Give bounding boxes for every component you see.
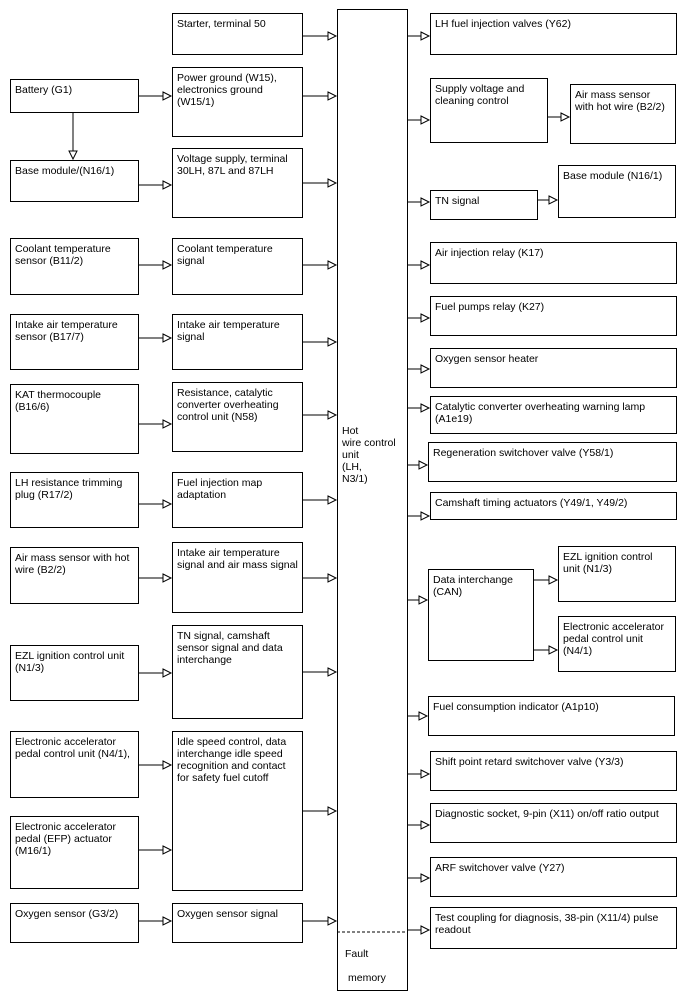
intake-signal-box [172, 314, 303, 370]
base-module-out-label: Base module (N16/1) [563, 170, 663, 182]
power-ground-label: Power ground (W15), electronics ground (W15/1) [177, 72, 277, 108]
ezl-input-box [10, 645, 139, 701]
test-coupling-box [430, 907, 677, 949]
tn-signal-label: TN signal, camshaft sensor signal and data interchange [177, 630, 283, 666]
idle-speed-label: Idle speed control, data interchange idle speed recognition and contact for safety fuel cutoff [177, 736, 287, 784]
power-ground-box [172, 67, 303, 137]
oxygen-signal-box [172, 903, 303, 943]
cat-lamp-label: Catalytic converter overheating warning lamp (A1e19) [435, 401, 646, 425]
cat-lamp-box [430, 396, 677, 434]
tn-out-box [430, 190, 538, 220]
battery-box [10, 79, 139, 113]
data-interchange-label: Data interchange (CAN) [433, 574, 513, 598]
eap-out-box [558, 616, 676, 672]
coolant-signal-box [172, 238, 303, 295]
oxygen-signal-label: Oxygen sensor signal [177, 908, 278, 920]
lh-plug-box [10, 472, 139, 528]
ezl-out-label: EZL ignition control unit (N1/3) [563, 551, 653, 575]
voltage-supply-label: Voltage supply, terminal 30LH, 87L and 87LH [177, 153, 288, 177]
voltage-supply-box [172, 148, 303, 218]
air-mass-sensor-box [10, 547, 139, 604]
eap-unit-box [10, 731, 139, 798]
diag-socket-label: Diagnostic socket, 9-pin (X11) on/off ratio output [435, 808, 659, 820]
coolant-signal-label: Coolant temperature signal [177, 243, 273, 267]
air-mass-sensor-label: Air mass sensor with hot wire (B2/2) [15, 552, 130, 576]
oxygen-sensor-box [10, 903, 139, 943]
coolant-sensor-label: Coolant temperature sensor (B11/2) [15, 243, 111, 267]
efp-actuator-box [10, 816, 139, 889]
eap-out-label: Electronic accelerator pedal control unit (N4/1) [563, 621, 664, 657]
intake-air-mass-box [172, 542, 303, 613]
arf-valve-label: ARF switchover valve (Y27) [435, 862, 565, 874]
lh-valves-label: LH fuel injection valves (Y62) [435, 18, 571, 30]
supply-cleaning-label: Supply voltage and cleaning control [435, 83, 525, 107]
coolant-sensor-box [10, 238, 139, 295]
fuel-pumps-label: Fuel pumps relay (K27) [435, 301, 545, 313]
arf-valve-box [430, 857, 677, 897]
ezl-out-box [558, 546, 676, 602]
camshaft-label: Camshaft timing actuators (Y49/1, Y49/2) [435, 497, 628, 509]
starter-label: Starter, terminal 50 [177, 18, 266, 30]
air-injection-box [430, 242, 677, 284]
fault-memory-label: Fault memory [345, 948, 386, 984]
lh-valves-box [430, 13, 677, 55]
oxygen-heater-label: Oxygen sensor heater [435, 353, 539, 365]
kat-thermocouple-label: KAT thermocouple (B16/6) [15, 389, 101, 413]
kat-thermocouple-box [10, 384, 139, 454]
intake-sensor-label: Intake air temperature sensor (B17/7) [15, 319, 118, 343]
supply-cleaning-box [430, 78, 548, 143]
fuel-consumption-label: Fuel consumption indicator (A1p10) [433, 701, 599, 713]
shift-point-box [430, 751, 677, 791]
resistance-box [172, 382, 303, 452]
intake-signal-label: Intake air temperature signal [177, 319, 280, 343]
tn-signal-box [172, 625, 303, 719]
lh-plug-label: LH resistance trimming plug (R17/2) [15, 477, 123, 501]
resistance-label: Resistance, catalytic converter overheating control unit (N58) [177, 387, 279, 423]
control-unit-box [337, 9, 408, 991]
regeneration-box [428, 442, 677, 482]
starter-box [172, 13, 303, 55]
idle-speed-box [172, 731, 303, 891]
intake-air-mass-label: Intake air temperature signal and air mass signal [177, 547, 298, 571]
test-coupling-label: Test coupling for diagnosis, 38-pin (X11/4) pulse readout [435, 912, 659, 936]
battery-label: Battery (G1) [15, 84, 73, 96]
data-interchange-box [428, 569, 534, 661]
ezl-input-label: EZL ignition control unit (N1/3) [15, 650, 125, 674]
eap-unit-label: Electronic accelerator pedal control unit (N4/1), [15, 736, 130, 760]
oxygen-sensor-label: Oxygen sensor (G3/2) [15, 908, 119, 920]
air-mass-hot-wire-label: Air mass sensor with hot wire (B2/2) [575, 89, 665, 113]
base-module-out-box [558, 165, 676, 218]
intake-sensor-box [10, 314, 139, 370]
base-module-input-label: Base module/(N16/1) [15, 165, 115, 177]
base-module-input-box [10, 160, 139, 202]
fuel-map-label: Fuel injection map adaptation [177, 477, 263, 501]
air-injection-label: Air injection relay (K17) [435, 247, 544, 259]
camshaft-box [430, 492, 677, 520]
regeneration-label: Regeneration switchover valve (Y58/1) [433, 447, 614, 459]
fuel-consumption-box [428, 696, 675, 736]
control-unit-label: Hot wire control unit (LH, N3/1) [342, 425, 396, 485]
air-mass-hot-wire-box [570, 84, 676, 144]
shift-point-label: Shift point retard switchover valve (Y3/3) [435, 756, 624, 768]
fuel-map-box [172, 472, 303, 528]
fuel-pumps-box [430, 296, 677, 336]
tn-out-label: TN signal [435, 195, 480, 207]
connector-group [69, 32, 569, 934]
oxygen-heater-box [430, 348, 677, 388]
efp-actuator-label: Electronic accelerator pedal (EFP) actuator (M16/1) [15, 821, 116, 857]
diag-socket-box [430, 803, 677, 843]
